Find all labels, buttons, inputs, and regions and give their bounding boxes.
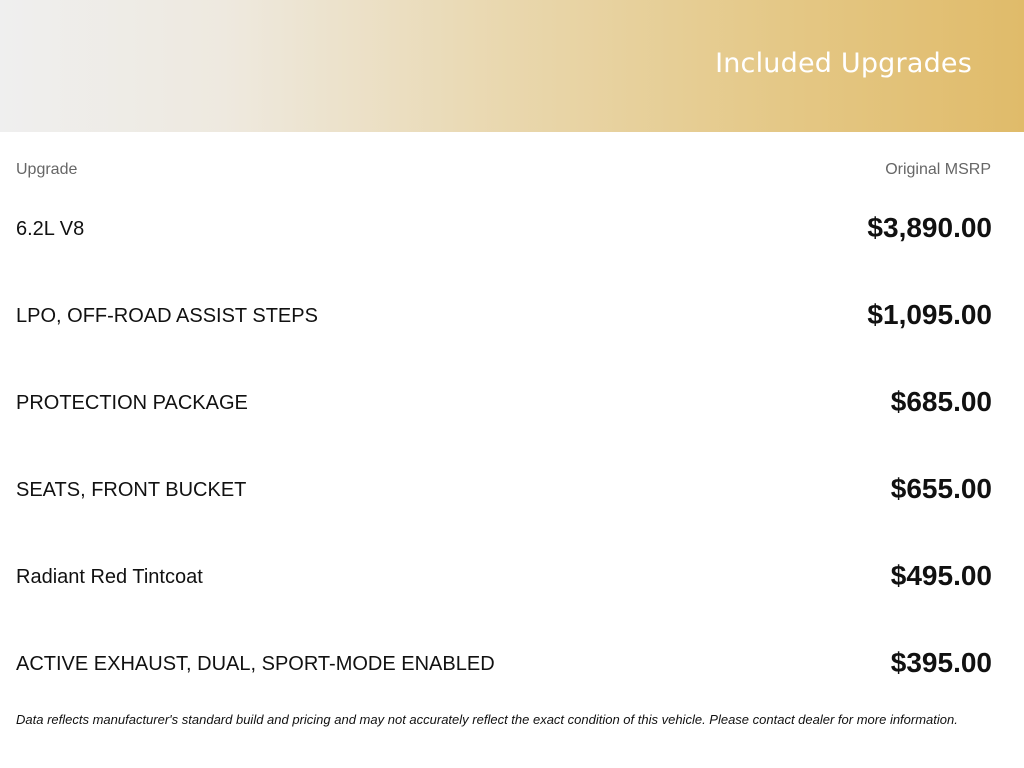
upgrade-name: ACTIVE EXHAUST, DUAL, SPORT-MODE ENABLED (16, 653, 495, 675)
upgrade-row (0, 271, 1024, 358)
column-header-upgrade: Upgrade (16, 161, 78, 178)
upgrade-row (0, 532, 1024, 619)
upgrade-price: $3,890.00 (867, 212, 992, 243)
disclaimer-text: Data reflects manufacturer's standard build and pricing and may not accurately reflect the exact condition of this vehicle. Please contact dealer for more information. (16, 712, 958, 727)
upgrades-list (0, 184, 1024, 706)
upgrade-row (0, 358, 1024, 445)
upgrade-row (0, 619, 1024, 706)
upgrade-price: $495.00 (890, 560, 992, 591)
upgrade-name: Radiant Red Tintcoat (16, 566, 203, 588)
upgrade-name: 6.2L V8 (16, 218, 85, 240)
upgrade-name: LPO, OFF-ROAD ASSIST STEPS (16, 305, 318, 327)
upgrade-row (0, 445, 1024, 532)
upgrade-price: $395.00 (890, 647, 992, 678)
column-header-msrp: Original MSRP (885, 161, 991, 178)
upgrade-price: $1,095.00 (867, 299, 992, 330)
upgrade-row (0, 184, 1024, 271)
upgrade-name: PROTECTION PACKAGE (16, 392, 248, 414)
upgrade-price: $655.00 (890, 473, 992, 504)
header-banner (0, 0, 1024, 132)
upgrade-name: SEATS, FRONT BUCKET (16, 479, 247, 501)
upgrade-price: $685.00 (890, 386, 992, 417)
page-title: Included Upgrades (715, 48, 972, 79)
